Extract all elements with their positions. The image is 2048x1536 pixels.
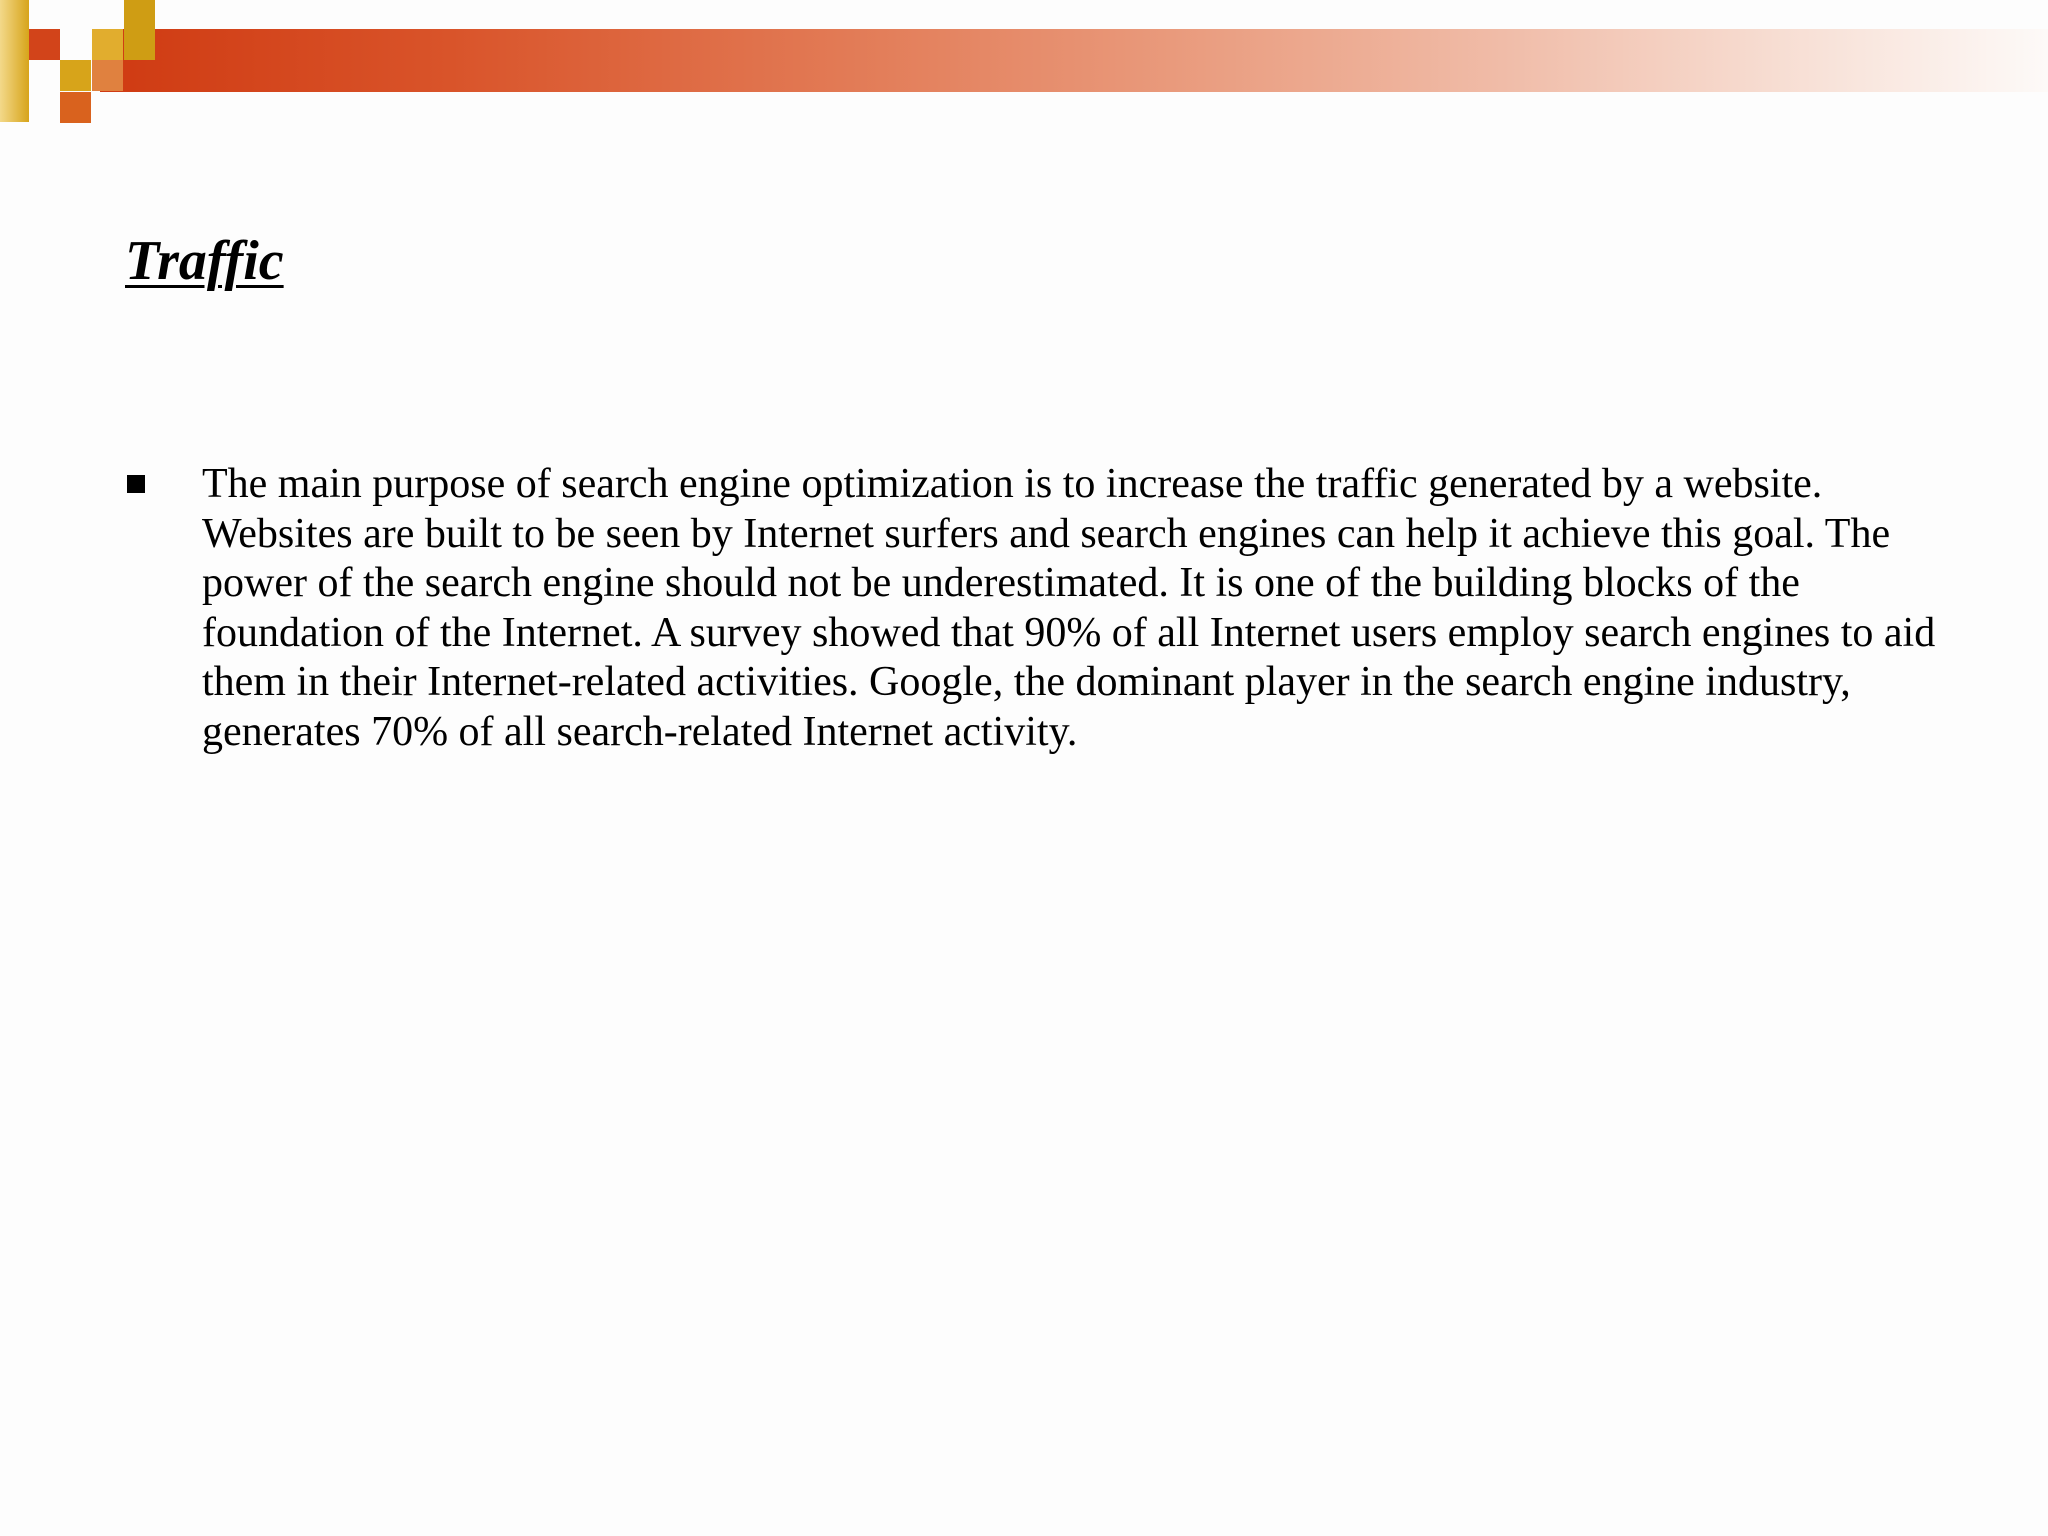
logo-block-orange-bottom — [60, 92, 91, 123]
logo-block-gold-mid — [60, 60, 91, 91]
slide-title: Traffic — [125, 230, 284, 292]
bullet-list — [125, 460, 1955, 757]
bullet-text: The main purpose of search engine optimization is to increase the traffic generated by a website. Websites are built to be seen by Internet surfers and search engines can help it achieve this goal. The power of the search engine should not be underestimated. It is one of the building blocks of the foundation of the Internet. A survey showed that 90% of all Internet users employ search engines to aid them in their Internet-related activities. Google, the dominant player in the search engine industry, generates 70% of all search-related Internet activity. — [202, 461, 1936, 755]
logo-block-gold-left — [0, 0, 29, 122]
header-gradient-band — [100, 29, 2048, 92]
square-bullet-icon — [127, 475, 145, 493]
logo-block-gold — [92, 29, 123, 60]
bullet-item — [125, 460, 1955, 757]
logo-block-gold-top — [124, 0, 155, 60]
logo-block-light-orange — [92, 60, 123, 91]
logo-block-orange — [29, 29, 60, 60]
